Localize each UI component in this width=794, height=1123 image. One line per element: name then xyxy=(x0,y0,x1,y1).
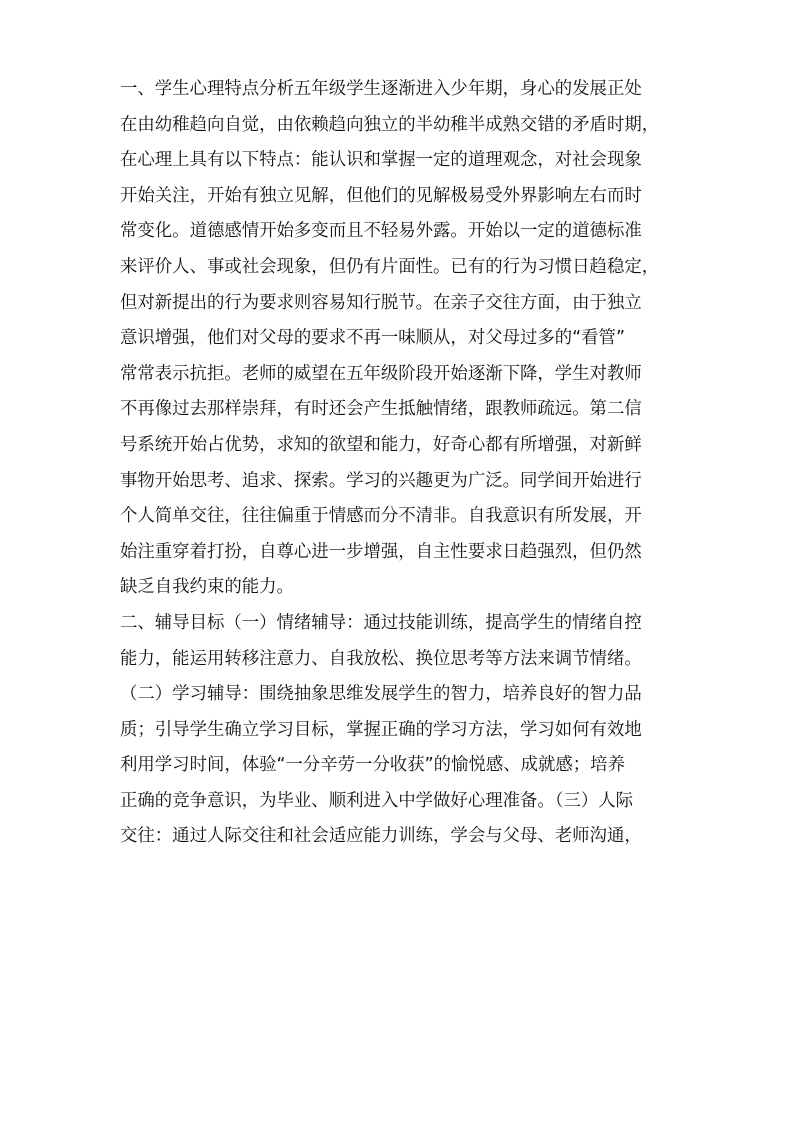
text-line: 号系统开始占优势，求知的欲望和能力，好奇心都有所增强，对新鲜 xyxy=(120,434,642,455)
text-line: 正确的竞争意识，为毕业、顺利进入中学做好心理准备。（三）人际 xyxy=(120,790,634,811)
text-line: 利用学习时间，体验“一分辛劳一分收获”的愉悦感、成就感；培养 xyxy=(120,755,625,776)
text-line: 一、学生心理特点分析五年级学生逐渐进入少年期，身心的发展正处 xyxy=(120,79,642,99)
text-line: 不再像过去那样崇拜，有时还会产生抵触情绪，跟教师疏远。第二信 xyxy=(120,399,642,420)
text-line: 在心理上具有以下特点：能认识和掌握一定的道理观念，对社会现象 xyxy=(120,150,642,171)
text-line: 来评价人、事或社会现象，但仍有片面性。已有的行为习惯日趋稳定， xyxy=(120,256,660,277)
body-text xyxy=(120,72,676,855)
text-line: 二、辅导目标（一）情绪辅导：通过技能训练，提高学生的情绪自控 xyxy=(120,612,642,633)
text-line: 但对新提出的行为要求则容易知行脱节。在亲子交往方面，由于独立 xyxy=(120,292,642,313)
text-line: 始注重穿着打扮，自尊心进一步增强，自主性要求日趋强烈，但仍然 xyxy=(120,541,642,562)
text-line: 开始关注，开始有独立见解，但他们的见解极易受外界影响左右而时 xyxy=(120,185,642,206)
text-line: 个人简单交往，往往偏重于情感而分不清非。自我意识有所发展，开 xyxy=(120,506,642,527)
text-line: 常常表示抗拒。老师的威望在五年级阶段开始逐渐下降，学生对教师 xyxy=(120,363,642,384)
text-line: 交往：通过人际交往和社会适应能力训练，学会与父母、老师沟通， xyxy=(120,826,642,847)
text-line: 质；引导学生确立学习目标，掌握正确的学习方法，学习如何有效地 xyxy=(120,719,642,740)
text-line: （二）学习辅导：围绕抽象思维发展学生的智力，培养良好的智力品 xyxy=(120,684,642,705)
text-line: 意识增强，他们对父母的要求不再一味顺从，对父母过多的“看管” xyxy=(120,328,625,349)
text-line: 缺乏自我约束的能力。 xyxy=(120,577,294,598)
text-line: 能力，能运用转移注意力、自我放松、换位思考等方法来调节情绪。 xyxy=(120,648,642,669)
text-line: 事物开始思考、追求、探索。学习的兴趣更为广泛。同学间开始进行 xyxy=(120,470,642,491)
text-line: 在由幼稚趋向自觉，由依赖趋向独立的半幼稚半成熟交错的矛盾时期， xyxy=(120,114,660,135)
text-line: 常变化。道德感情开始多变而且不轻易外露。开始以一定的道德标准 xyxy=(120,221,642,242)
